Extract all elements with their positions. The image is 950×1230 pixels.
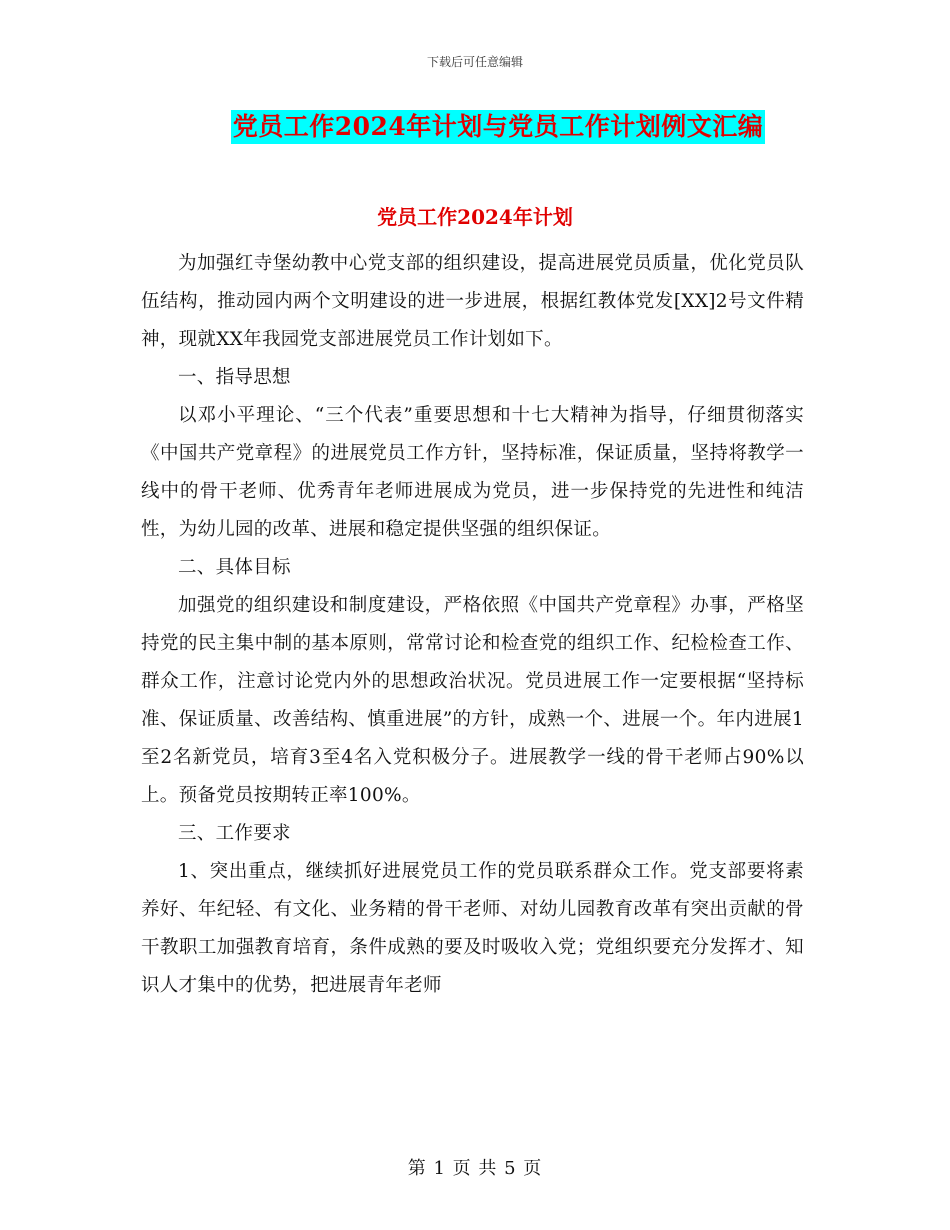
body-text	[141, 245, 804, 1005]
paragraph-intro: 为加强红寺堡幼教中心党支部的组织建设，提高进展党员质量，优化党员队伍结构，推动园内两个文明建设的进一步进展，根据红教体党发[XX]2号文件精神，现就XX年我园党支部进展党员工作计划如下。	[141, 253, 804, 350]
header-note: 下载后可任意编辑	[426, 55, 523, 69]
main-title-wrap	[0, 110, 950, 144]
paragraph-guiding-thought: 以邓小平理论、“三个代表”重要思想和十七大精神为指导，仔细贯彻落实《中国共产党章程》的进展党员工作方针，坚持标准，保证质量，坚持将教学一线中的骨干老师、优秀青年老师进展成为党员，进一步保持党的先进性和纯洁性，为幼儿园的改革、进展和稳定提供坚强的组织保证。	[141, 405, 804, 540]
heading-work-requirements: 三、工作要求	[178, 823, 291, 844]
sub-title: 党员工作2024年计划	[377, 205, 573, 229]
main-title: 党员工作2024年计划与党员工作计划例文汇编	[231, 110, 766, 144]
page-footer: 第 1 页 共 5 页	[407, 1158, 543, 1179]
heading-specific-goals: 二、具体目标	[178, 557, 291, 578]
heading-guiding-thought: 一、指导思想	[178, 367, 291, 388]
paragraph-specific-goals: 加强党的组织建设和制度建设，严格依照《中国共产党章程》办事，严格坚持党的民主集中制的基本原则，常常讨论和检查党的组织工作、纪检检查工作、群众工作，注意讨论党内外的思想政治状况。党员进展工作一定要根据“坚持标准、保证质量、改善结构、慎重进展”的方针，成熟一个、进展一个。年内进展1至2名新党员，培育3至4名入党积极分子。进展教学一线的骨干老师占90%以上。预备党员按期转正率100%。	[141, 595, 804, 806]
paragraph-work-requirements: 1、突出重点，继续抓好进展党员工作的党员联系群众工作。党支部要将素养好、年纪轻、有文化、业务精的骨干老师、对幼儿园教育改革有突出贡献的骨干教职工加强教育培育，条件成熟的要及时吸收入党；党组织要充分发挥才、知识人才集中的优势，把进展青年老师	[141, 861, 804, 996]
